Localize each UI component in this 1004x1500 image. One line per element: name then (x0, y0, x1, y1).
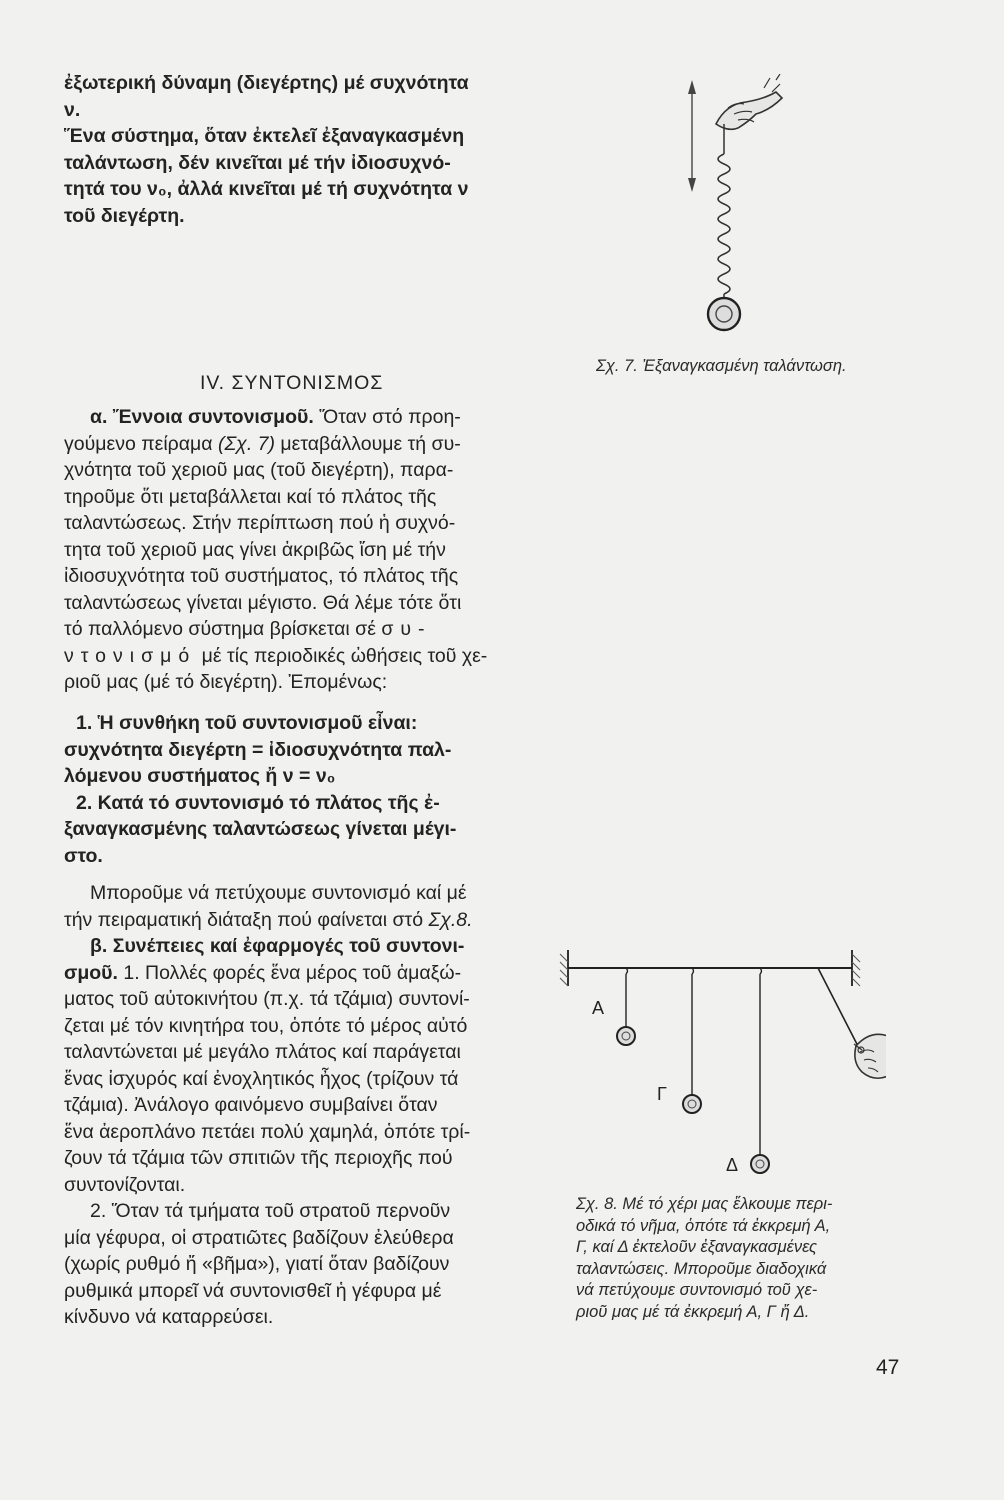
para-a-last-line: ριοῦ μας (μέ τό διεγέρτη). Ἐπομένως: (64, 671, 388, 693)
figure-7-spring-diagram (676, 74, 786, 344)
practice-line2: τήν πειραματική διάταξη πού φαίνεται στό (64, 908, 429, 931)
para-b-line: ἕνας ἰσχυρός καί ἐνοχλητικός ἦχος (τρίζουν τά (64, 1067, 459, 1090)
intro-line-2: ν. (64, 98, 81, 121)
intro-para-line: τοῦ διεγέρτη. (64, 204, 185, 227)
figure-8-caption-line: ριοῦ μας μέ τά ἐκκρεμή Α, Γ ἤ Δ. (576, 1302, 810, 1321)
paragraph-b (64, 933, 542, 1331)
section-heading: IV. ΣΥΝΤΟΝΙΣΜΟΣ (200, 372, 384, 394)
para-a-line: ταλαντώσεως. Στήν περίπτωση πού ἡ συχνό- (64, 512, 456, 534)
resonance-rules (64, 710, 542, 869)
figure-8-caption (576, 1194, 906, 1323)
para-a-line: ταλαντώσεως γίνεται μέγιστο. Θά λέμε τότε ὅτι (64, 591, 462, 614)
rule-line: 2. Κατά τό συντονισμό τό πλάτος τῆς ἐ- (76, 791, 440, 814)
intro-block (64, 70, 542, 229)
para-b-line: ζεται μέ τόν κινητήρα του, ὁπότε τό μέρος αὐτό (64, 1014, 468, 1037)
pendulum-label-a: Α (592, 998, 605, 1018)
figure-7-caption: Σχ. 7. Ἐξαναγκασμένη ταλάντωση. (596, 357, 847, 375)
pendulum-label-d: Δ (726, 1155, 739, 1175)
intro-para-line: ταλάντωση, δέν κινεῖται μέ τήν ἰδιοσυχνό- (64, 151, 451, 174)
para-a-line: τηροῦμε ὅτι μεταβάλλεται καί τό πλάτος τῆς (64, 485, 437, 508)
para-b-line: τζάμια). Ἀνάλογο φαινόμενο συμβαίνει ὅταν (64, 1094, 438, 1116)
figure-8-reference: Σχ.8. (428, 908, 473, 931)
para-a-line: χνότητα τοῦ χεριοῦ μας (τοῦ διεγέρτη), παρα- (64, 459, 454, 481)
para-b-line: ἕνα ἀεροπλάνο πετάει πολύ χαμηλά, ὁπότε τρί- (64, 1120, 471, 1143)
para-b-line: συντονίζονται. (64, 1173, 186, 1196)
para-b-line: ζουν τά τζάμια τῶν σπιτιῶν τῆς περιοχῆς πού (64, 1147, 453, 1169)
pendulum-label-g: Γ (657, 1084, 667, 1104)
para-b-line: ταλαντώνεται μέ μεγάλο πλάτος καί παράγεται (64, 1041, 461, 1063)
para-a-line: τητα τοῦ χεριοῦ μας γίνει ἀκριβῶς ἴση μέ τήν (64, 538, 446, 561)
rule-line: λόμενου συστήματος ἤ ν = ν₀ (64, 765, 336, 787)
rule-line: συχνότητα διεγέρτη = ἰδιοσυχνότητα παλ- (64, 738, 452, 761)
para-a-line2-pre: γούμενο πείραμα (64, 432, 218, 455)
para-a-label: α. Ἔννοια συντονισμοῦ. (90, 406, 314, 428)
para-b-line2: μία γέφυρα, οἱ στρατιῶτες βαδίζουν ἐλεύθερα (64, 1226, 454, 1249)
figure-7-reference: (Σχ. 7) (217, 432, 275, 455)
intro-para-line: Ἕνα σύστημα, ὅταν ἐκτελεῖ ἐξαναγκασμένη (64, 125, 465, 147)
para-b-line2: κίνδυνο νά καταρρεύσει. (64, 1306, 274, 1328)
rule-line: ξαναγκασμένης ταλαντώσεως γίνεται μέγι- (64, 818, 457, 840)
figure-8-pendulum-diagram (556, 940, 886, 1180)
practice-paragraph (64, 880, 542, 933)
intro-line-1: ἐξωτερική δύναμη (διεγέρτης) μέ συχνότητα (64, 72, 469, 94)
para-b-line1-rest: 1. Πολλές φορές ἕνα μέρος τοῦ ἁμαξώ- (117, 961, 462, 984)
para-a-line: τό παλλόμενο σύστημα βρίσκεται σέ (64, 618, 376, 640)
para-b-label: β. Συνέπειες καί ἐφαρμογές τοῦ συντονι- (90, 935, 465, 957)
rule-line: 1. Ἡ συνθήκη τοῦ συντονισμοῦ εἶναι: (76, 712, 418, 734)
spaced-term-part1: συ- (381, 618, 432, 640)
para-a-line: ἰδιοσυχνότητα τοῦ συστήματος, τό πλάτος τῆς (64, 565, 459, 587)
intro-para-line: τητά του ν₀, ἀλλά κινεῖται μέ τή συχνότητα ν (64, 178, 469, 200)
paragraph-a (64, 404, 542, 696)
para-a-line1: Ὅταν στό προη- (319, 406, 461, 428)
figure-8-caption-line: Σχ. 8. Μέ τό χέρι μας ἕλκουμε περι- (576, 1195, 833, 1213)
para-b-line2: 2. Ὅταν τά τμήματα τοῦ στρατοῦ περνοῦν (90, 1200, 451, 1222)
figure-8-caption-line: ταλαντώσεις. Μποροῦμε διαδοχικά (576, 1259, 827, 1278)
spaced-term-part2: ντονισμό (64, 644, 197, 667)
practice-line1: Μποροῦμε νά πετύχουμε συντονισμό καί μέ (90, 882, 467, 904)
para-b-label-cont: σμοῦ. (64, 961, 118, 984)
figure-8-caption-line: νά πετύχουμε συντονισμό τοῦ χε- (576, 1281, 818, 1299)
para-a-line-end: μέ τίς περιοδικές ὠθήσεις τοῦ χε- (196, 644, 488, 667)
para-b-line2: (χωρίς ρυθμό ἤ «βῆμα»), γιατί ὅταν βαδίζουν (64, 1253, 450, 1275)
figure-8-caption-line: Γ, καί Δ ἐκτελοῦν ἐξαναγκασμένες (576, 1238, 817, 1256)
figure-8-caption-line: οδικά τό νῆμα, ὁπότε τά ἐκκρεμή Α, (576, 1216, 831, 1235)
page-number: 47 (876, 1356, 900, 1379)
rule-line: στο. (64, 844, 103, 867)
para-a-line2-post: μεταβάλλουμε τή συ- (275, 432, 461, 455)
para-b-line: ματος τοῦ αὐτοκινήτου (π.χ. τά τζάμια) συντονί- (64, 988, 470, 1010)
para-b-line2: ρυθμικά μπορεῖ νά συντονισθεῖ ἡ γέφυρα μέ (64, 1279, 442, 1302)
